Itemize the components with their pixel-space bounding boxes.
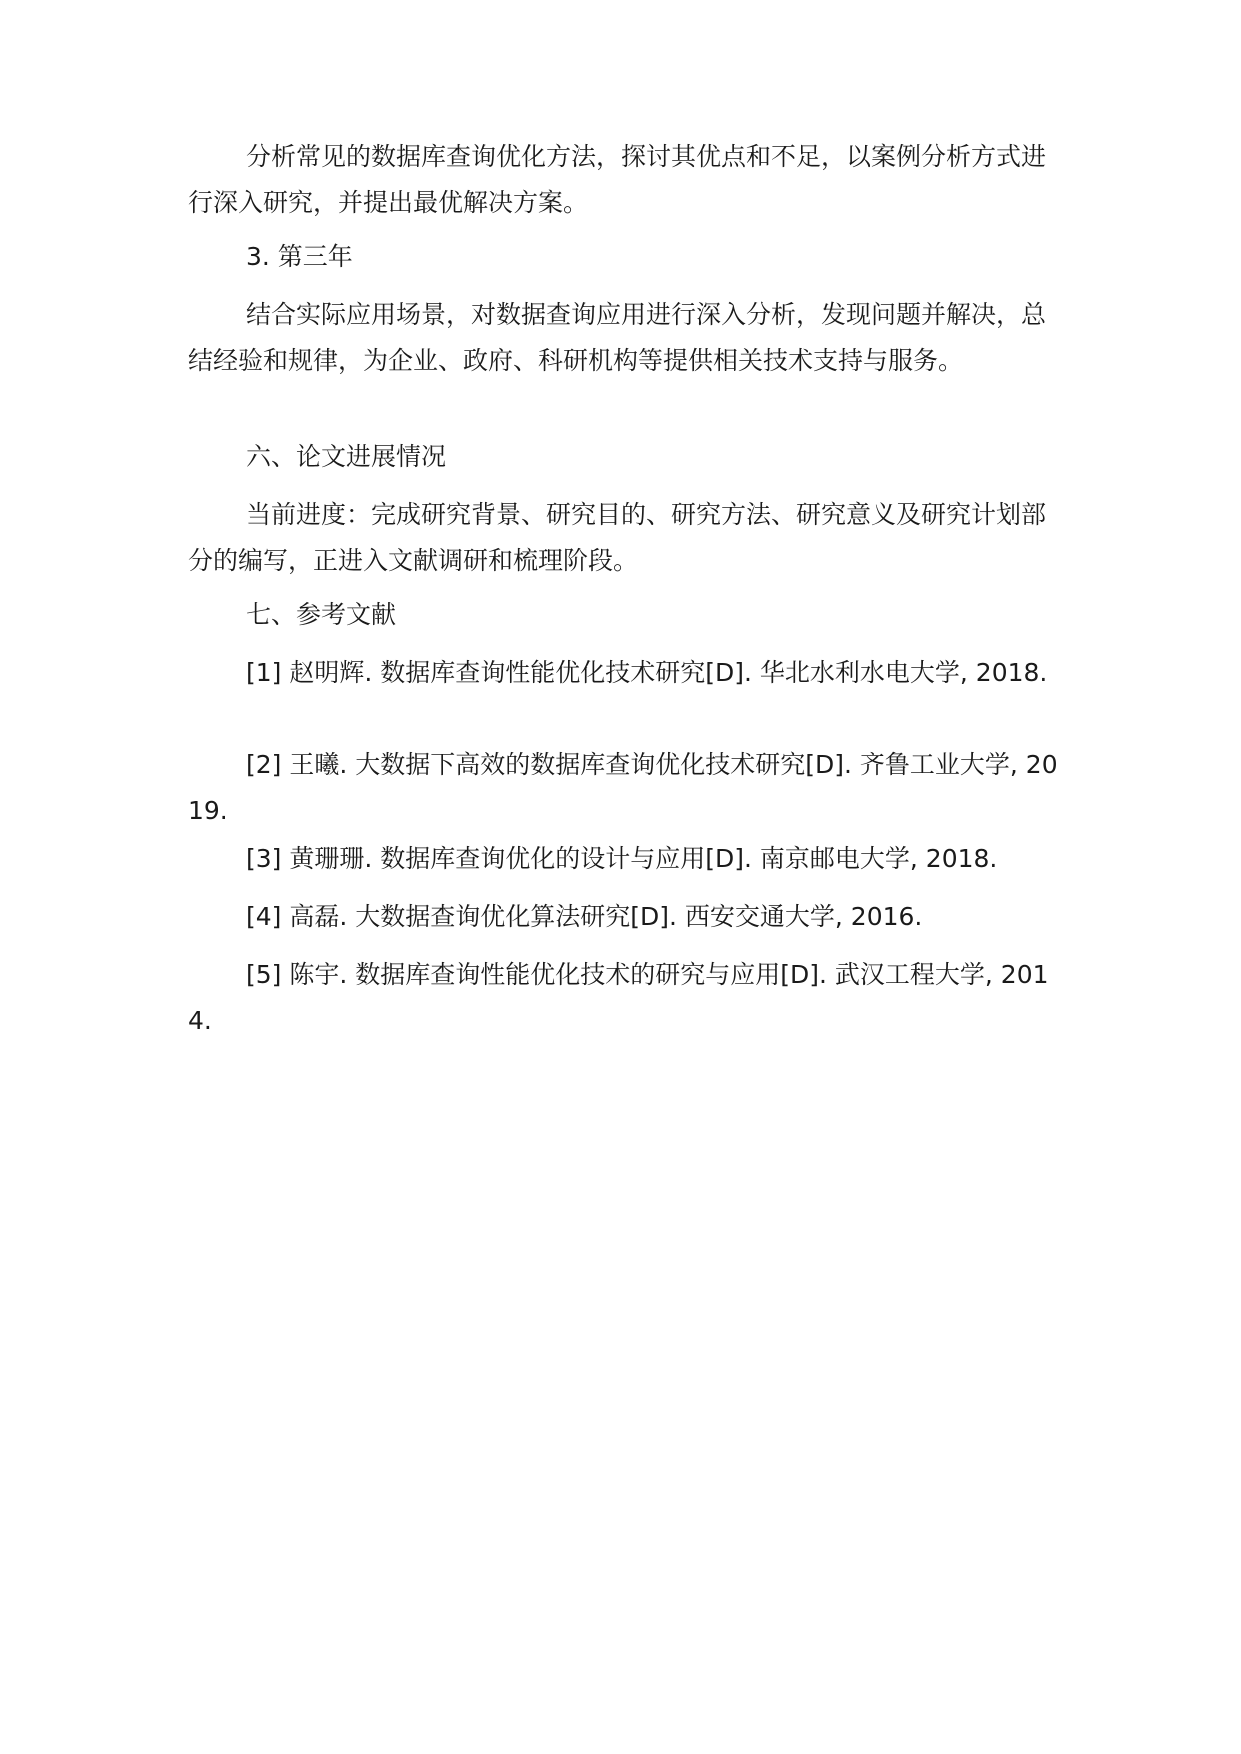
reference-item-4: [4] 高磊. 大数据查询优化算法研究[D]. 西安交通大学, 2016. <box>246 902 923 931</box>
heading-year3: 3. 第三年 <box>246 242 353 271</box>
reference-item-3: [3] 黄珊珊. 数据库查询优化的设计与应用[D]. 南京邮电大学, 2018. <box>246 844 998 873</box>
paragraph-progress-content: 当前进度：完成研究背景、研究目的、研究方法、研究意义及研究计划部分的编写，正进入文献调研和梳理阶段。 <box>188 500 1047 575</box>
reference-item-2: [2] 王曦. 大数据下高效的数据库查询优化技术研究[D]. 齐鲁工业大学, 2019. <box>188 750 1058 825</box>
heading-progress: 六、论文进展情况 <box>246 442 447 471</box>
paragraph-year2-content: 分析常见的数据库查询优化方法，探讨其优点和不足，以案例分析方式进行深入研究，并提出最优解决方案。 <box>188 142 1047 217</box>
reference-item-5: [5] 陈宇. 数据库查询性能优化技术的研究与应用[D]. 武汉工程大学, 2014. <box>188 960 1049 1035</box>
reference-item-1: [1] 赵明辉. 数据库查询性能优化技术研究[D]. 华北水利水电大学, 2018. <box>246 658 1048 687</box>
paragraph-year3-content: 结合实际应用场景，对数据查询应用进行深入分析，发现问题并解决，总结经验和规律，为企业、政府、科研机构等提供相关技术支持与服务。 <box>188 300 1047 375</box>
heading-references: 七、参考文献 <box>246 600 397 629</box>
